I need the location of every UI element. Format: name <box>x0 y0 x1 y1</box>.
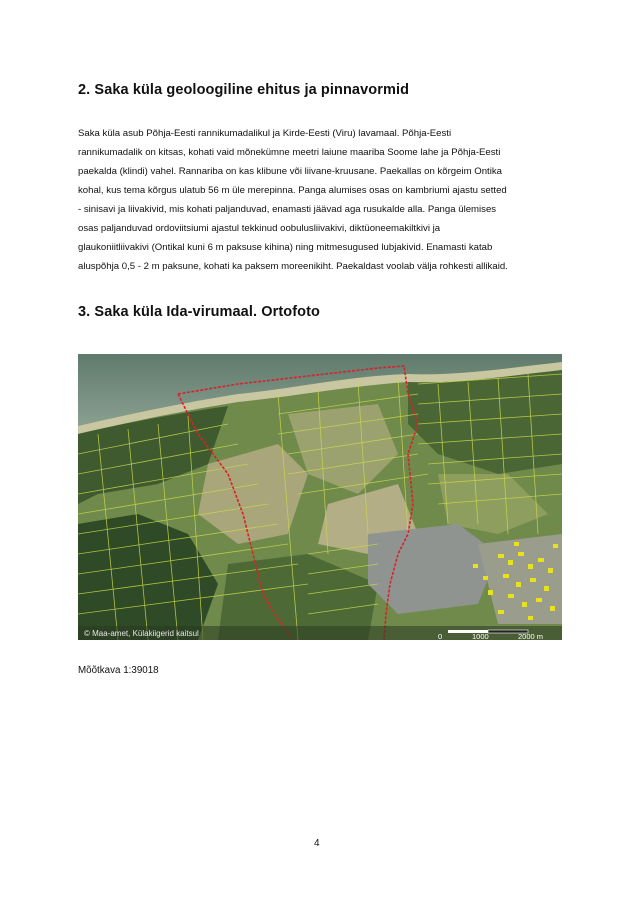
paragraph-line: osas paljanduvad ordoviitsiumi ajastul tekkinud oobulusliivakivi, diktüoneemakiltkivi ja <box>78 223 441 234</box>
paragraph-line: rannikumadalik on kitsas, kohati vaid mõnekümne meetri laiune maariba Soome lahe ja Põhja-Eesti <box>78 147 501 158</box>
paragraph-line: Saka küla asub Põhja-Eesti rannikumadalikul ja Kirde-Eesti (Viru) lavamaal. Põhja-Eesti <box>78 128 452 139</box>
scale-label: 1000 <box>472 632 489 640</box>
section-heading-geology: 2. Saka küla geoloogiline ehitus ja pinnavormid <box>78 82 410 98</box>
scale-label: 0 <box>438 632 443 640</box>
orthophoto-map <box>78 354 562 640</box>
scale-caption: Mõõtkava 1:39018 <box>78 665 159 676</box>
section-heading-orthophoto: 3. Saka küla Ida-virumaal. Ortofoto <box>78 304 321 320</box>
scale-label: 2000 m <box>518 632 544 640</box>
paragraph-line: aluspõhja 0,5 - 2 m paksune, kohati ka paksem moreenikiht. Paekaldast voolab välja rohkesti allikaid. <box>78 261 508 272</box>
orthophoto-image <box>78 354 562 640</box>
map-watermark: © Maa-amet, Külakiigerid kaitsul <box>84 629 199 638</box>
paragraph-line: kohal, kus tema kõrgus ulatub 56 m üle merepinna. Panga alumises osas on kambriumi ajastu setted <box>78 185 507 196</box>
paragraph-line: - sinisavi ja liivakivid, mis kohati paljanduvad, enamasti jäävad aga rusukalde alla. Panga ülemises <box>78 204 497 215</box>
paragraph-line: paekalda (klindi) vahel. Rannariba on kas klibune või liivane-kruusane. Paekallas on kõrgeim Ontika <box>78 166 502 177</box>
page-number: 4 <box>314 838 320 849</box>
paragraph-line: glaukoniitliivakivi (Ontikal kuni 6 m paksuse kihina) ning mitmesugused lubjakivid. Enamasti katab <box>78 242 493 253</box>
geology-paragraph <box>78 124 578 276</box>
